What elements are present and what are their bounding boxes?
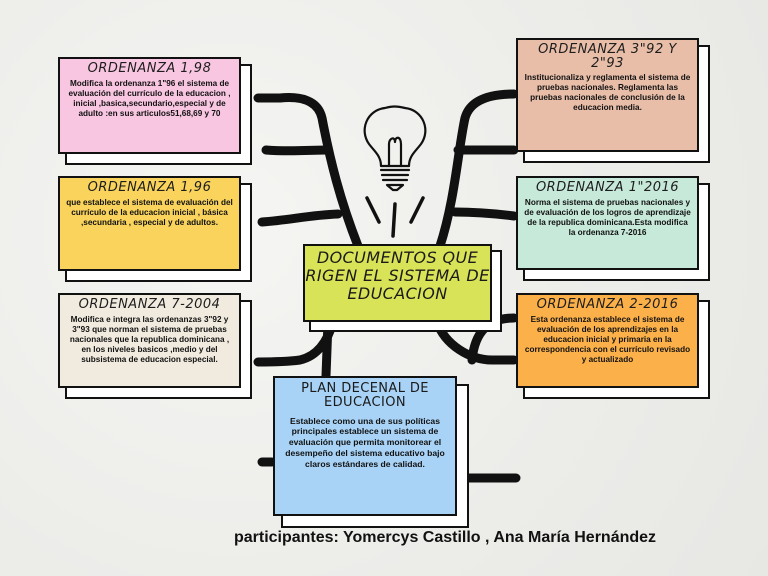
card-plan-decenal	[273, 376, 457, 516]
card-body: que establece el sistema de evaluación del currículo de la educacion inicial , básica ,secundaria , especial y de adultos.	[66, 197, 233, 227]
card-ordenanza-1-96	[58, 176, 241, 271]
card-body: Modifica e integra las ordenanzas 3"92 y 3"93 que norman el sistema de pruebas nacionales que la republica dominicana , en los niveles basicos ,medio y del subsistema de educacion especial.	[69, 314, 230, 364]
card-title: ORDENANZA 1,98	[87, 61, 212, 76]
central-topic	[303, 244, 492, 322]
card-body: Institucionaliza y reglamenta el sistema de pruebas nacionales. Reglamenta las pruebas nacionales de conclusión de la educacion media.	[524, 73, 691, 113]
central-topic-title: DOCUMENTOS QUE RIGEN EL SISTEMA DE EDUCACION	[305, 248, 490, 303]
card-ordenanza-3-92-2-93	[516, 38, 699, 152]
participants-caption: participantes: Yomercys Castillo , Ana María Hernández	[233, 529, 657, 546]
card-title: ORDENANZA 2-2016	[536, 297, 679, 312]
card-body: Modifica la ordenanza 1"96 el sistema de evaluación del currículo de la educacion , inicial ,basica,secundario,especial y de adulto :en sus articulos51,68,69 y 70	[68, 78, 231, 118]
card-ordenanza-1-98	[58, 57, 241, 154]
card-ordenanza-7-2004	[58, 293, 241, 388]
lightbulb-icon	[347, 100, 447, 240]
card-ordenanza-1-2016	[516, 176, 699, 270]
card-title: ORDENANZA 3"92 Y 2"93	[538, 42, 677, 71]
card-body: Establece como una de sus políticas principales establece un sistema de evaluación que permita monitorear el desempeño del sistema educativo bajo claros estándares de calidad.	[285, 415, 445, 469]
card-title: ORDENANZA 1,96	[87, 180, 212, 195]
card-title: ORDENANZA 7-2004	[78, 297, 221, 312]
card-body: Norma el sistema de pruebas nacionales y de evaluación de los logros de aprendizaje de la republica dominicana.Esta modifica la ordenanza 7-2016	[524, 197, 691, 237]
card-ordenanza-2-2016	[516, 293, 699, 388]
card-title: PLAN DECENAL DE EDUCACION	[301, 381, 429, 411]
card-body: Esta ordenanza establece el sistema de evaluación de los aprendizajes en la educacion inicial y primaria en la correspondencia con el currículo revisado y actualizado	[524, 314, 691, 364]
card-title: ORDENANZA 1"2016	[535, 180, 680, 195]
